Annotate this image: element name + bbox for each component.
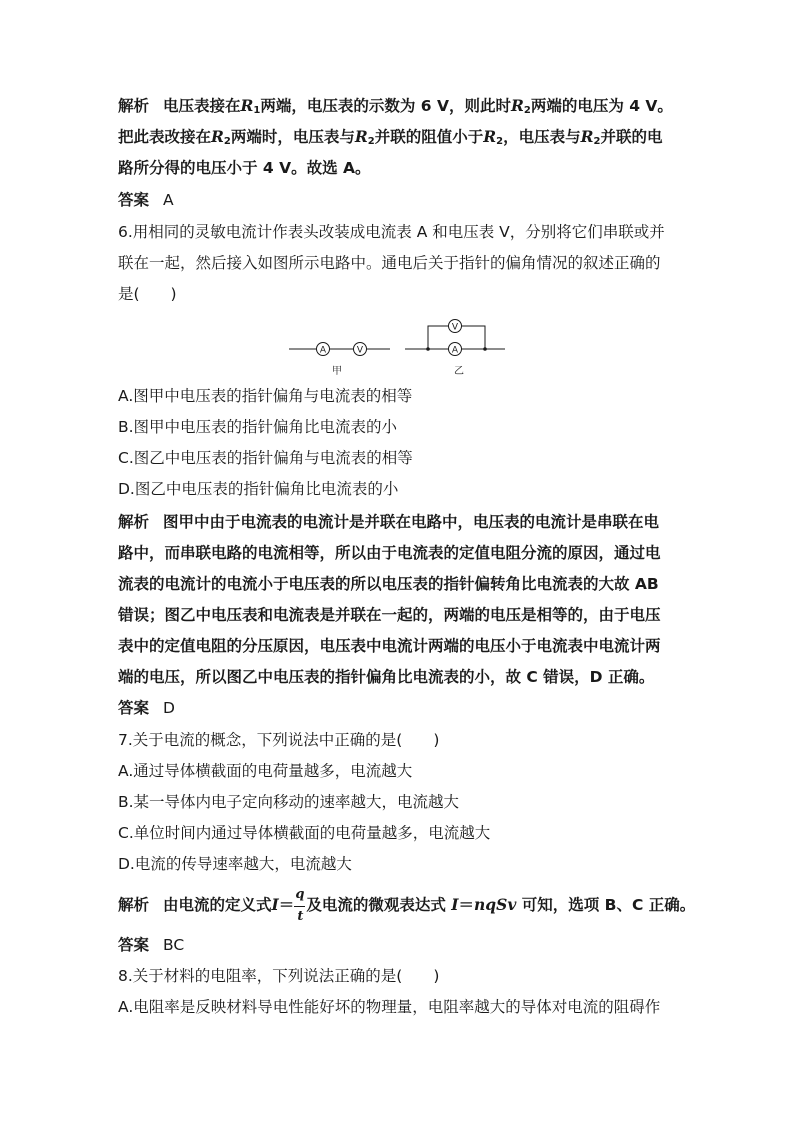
analysis5-line3: 路所分得的电压小于 4 V。故选 A。 <box>118 159 371 177</box>
analysis7-label: 解析 <box>118 896 150 914</box>
q7-option-b: B.某一导体内电子定向移动的速率越大，电流越大 <box>118 793 460 811</box>
analysis6-line2: 路中，而串联电路的电流相等，所以由于电流表的定值电阻分流的原因，通过电 <box>118 544 661 562</box>
q7-option-d: D.电流的传导速率越大，电流越大 <box>118 855 352 873</box>
analysis5-line2: 把此表改接在$R_2$两端时，电压表与$R_2$并联的阻值小于$R_2$，电压表与$R_2$并联的电 <box>118 127 663 147</box>
answer7 <box>118 935 680 955</box>
analysis6-line3: 流表的电流计的电流小于电压表的所以电压表的指针偏转角比电流表的大故 AB <box>118 575 659 593</box>
voltmeter-right-label: V <box>451 322 459 333</box>
q7-stem: 7.关于电流的概念，下列说法中正确的是( ) <box>118 731 440 749</box>
answer6-label: 答案 <box>118 699 150 717</box>
analysis5-label: 解析 <box>118 97 150 115</box>
analysis6-label: 解析 <box>118 513 150 531</box>
analysis6-line5: 表中的定值电阻的分压原因，电压表中电流计两端的电压小于电流表中电流计两 <box>118 637 661 655</box>
circuit-figure <box>285 316 510 378</box>
caption-yi: 乙 <box>454 366 464 377</box>
answer5 <box>118 190 680 210</box>
q8-option-a: A.电阻率是反映材料导电性能好坏的物理量，电阻率越大的导体对电流的阻碍作 <box>118 998 661 1016</box>
junction-right-icon <box>483 347 487 351</box>
analysis6-line1: 解析 图甲中由于电流表的电流计是并联在电路中，电压表的电流计是串联在电 <box>118 513 660 531</box>
q6-stem-line3: 是( ) <box>118 285 177 303</box>
q6-option-c: C.图乙中电压表的指针偏角与电流表的相等 <box>118 449 413 467</box>
caption-jia: 甲 <box>332 366 342 377</box>
analysis6-line4: 错误；图乙中电压表和电流表是并联在一起的，两端的电压是相等的，由于电压 <box>118 606 661 624</box>
voltmeter-left-label: V <box>356 345 364 356</box>
analysis5-line1: 解析 电压表接在$R_1$两端，电压表的示数为 6 V，则此时$R_2$两端的电压为 4 V。 <box>118 96 673 116</box>
q6-option-b: B.图甲中电压表的指针偏角比电流表的小 <box>118 418 398 436</box>
q6-stem-line2: 联在一起，然后接入如图所示电路中。通电后关于指针的偏角情况的叙述正确的 <box>118 254 661 272</box>
answer5-label: 答案 <box>118 191 150 209</box>
analysis7-line: 解析 由电流的定义式I＝ $\frac{q}{t}$ 及电流的微观表达式 I＝nqSv 可知，选项 B、C 正确。 <box>118 886 696 924</box>
answer6-value: D <box>163 699 175 717</box>
ammeter-right-label: A <box>451 345 459 356</box>
answer7-label: 答案 <box>118 936 150 954</box>
q7-option-a: A.通过导体横截面的电荷量越多，电流越大 <box>118 762 413 780</box>
junction-left-icon <box>426 347 430 351</box>
answer5-value: A <box>163 191 174 209</box>
q8-stem: 8.关于材料的电阻率，下列说法正确的是( ) <box>118 967 440 985</box>
answer7-value: BC <box>163 936 185 954</box>
q6-stem-line1: 6.用相同的灵敏电流计作表头改装成电流表 A 和电压表 V，分别将它们串联或并 <box>118 223 665 241</box>
analysis6-line6: 端的电压，所以图乙中电压表的指针偏角比电流表的小，故 C 错误，D 正确。 <box>118 668 655 686</box>
fraction-q-over-t: $\frac{q}{t}$ <box>295 886 305 924</box>
q7-option-c: C.单位时间内通过导体横截面的电荷量越多，电流越大 <box>118 824 491 842</box>
answer6 <box>118 698 680 718</box>
ammeter-left-label: A <box>319 345 327 356</box>
q6-option-a: A.图甲中电压表的指针偏角与电流表的相等 <box>118 387 413 405</box>
q6-option-d: D.图乙中电压表的指针偏角比电流表的小 <box>118 480 399 498</box>
